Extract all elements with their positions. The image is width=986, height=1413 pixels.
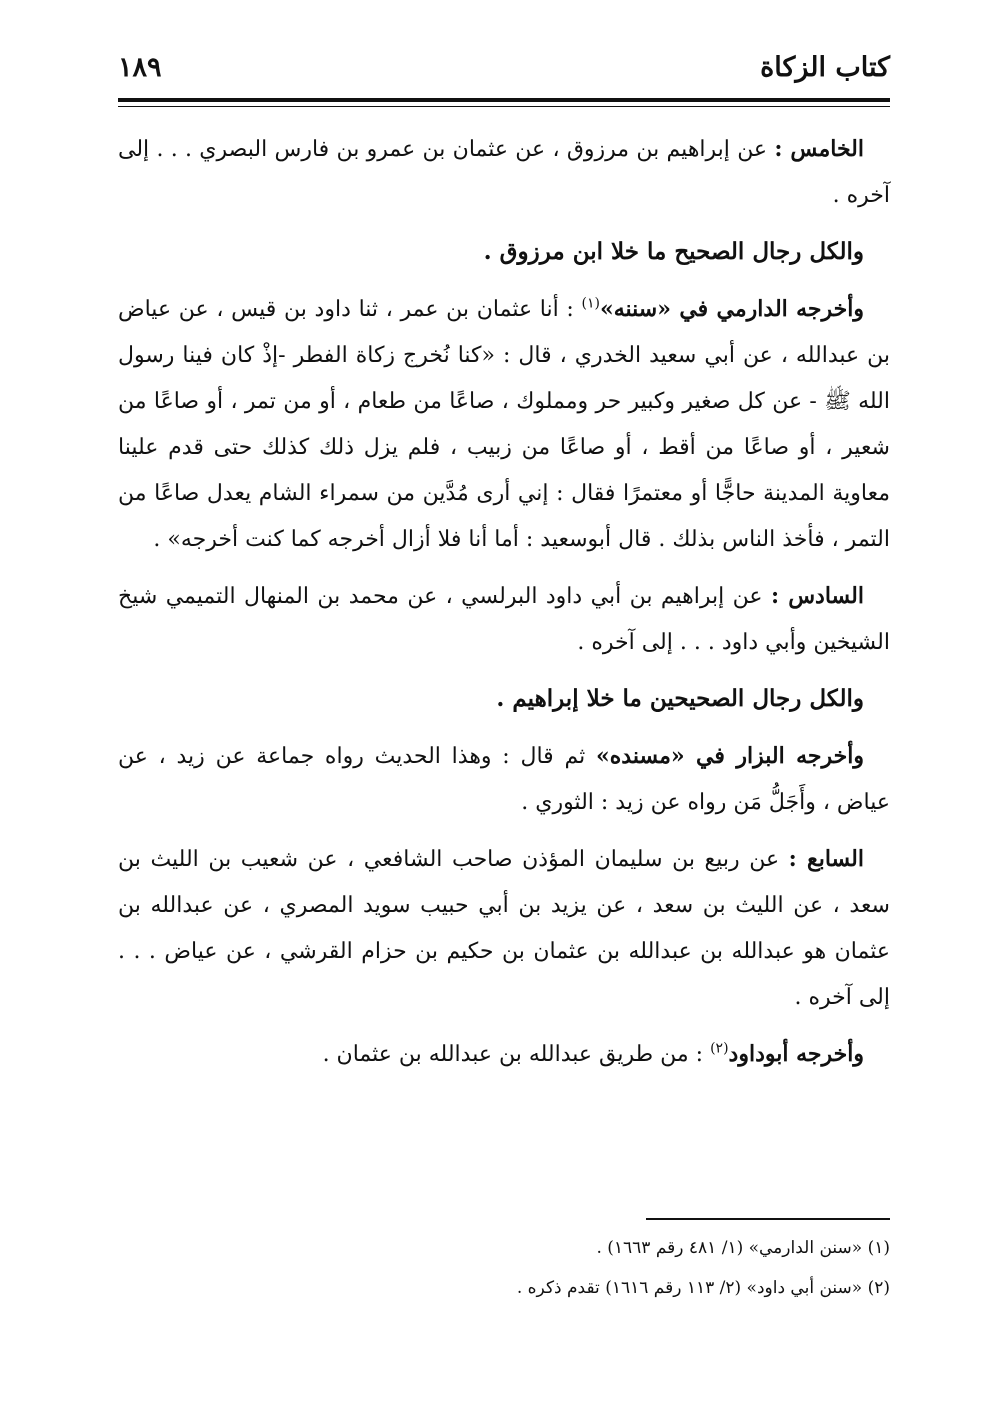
paragraph-text: : أنا عثمان بن عمر ، ثنا داود بن قيس ، عن عياض بن عبدالله ، عن أبي سعيد الخدري ، قال : «كنا نُخرج زكاة الفطر -إذْ كان فينا رسول الله ﷺ - عن كل صغير وكبير حر ومملوك ، صاعًا من طعام ، أو من تمر ، أو صاعًا من شعير ، أو صاعًا من أقط ، أو صاعًا من زبيب ، فلم يزل ذلك كذلك حتى قدم علينا معاوية المدينة حاجًّا أو معتمرًا فقال : إني أرى مُدَّين من سمراء الشام يعدل صاعًا من التمر ، فأخذ الناس بذلك . قال أبوسعيد : أما أنا فلا أزال أخرجه كما كنت أخرجه» . xyxy=(118,297,890,552)
page-header xyxy=(118,50,890,94)
paragraph-text: ثم قال : وهذا الحديث رواه جماعة عن زيد ، عن عياض ، وأَجَلُّ مَن رواه عن زيد : الثوري . xyxy=(118,744,890,815)
paragraph-lead: السابع : xyxy=(788,846,864,872)
paragraph-statement xyxy=(118,229,890,276)
footnote-1: (١) «سنن الدارمي» (١/ ٤٨١ رقم ١٦٦٣) . xyxy=(596,1238,890,1258)
running-title: كتاب الزكاة xyxy=(760,52,890,83)
paragraph-lead: وأخرجه الدارمي في «سننه» xyxy=(599,296,864,322)
statement-text: والكل رجال الصحيحين ما خلا إبراهيم . xyxy=(496,685,864,712)
paragraph-sadis xyxy=(118,573,890,666)
paragraph-lead: وأخرجه أبوداود xyxy=(728,1041,864,1067)
paragraph-text: عن إبراهيم بن أبي داود البرلسي ، عن محمد بن المنهال التميمي شيخ الشيخين وأبي داود . . . إلى آخره . xyxy=(118,584,890,655)
statement-text: والكل رجال الصحيح ما خلا ابن مرزوق . xyxy=(483,238,864,265)
paragraph-text: عن إبراهيم بن مرزوق ، عن عثمان بن عمرو بن فارس البصري . . . إلى آخره . xyxy=(118,137,890,208)
header-rule-thin xyxy=(118,106,890,107)
paragraph-lead: السادس : xyxy=(770,583,864,609)
paragraph-lead: وأخرجه البزار في «مسنده» xyxy=(596,743,864,769)
header-rule-thick xyxy=(118,98,890,102)
footnote-separator xyxy=(646,1218,890,1220)
footnote-ref[interactable]: (٢) xyxy=(710,1040,729,1057)
paragraph-text: : من طريق عبدالله بن عبدالله بن عثمان . xyxy=(322,1042,711,1067)
main-text xyxy=(118,126,890,1088)
footnote-2: (٢) «سنن أبي داود» (٢/ ١١٣ رقم ١٦١٦) تقدم ذكره . xyxy=(516,1278,890,1298)
paragraph-sabi xyxy=(118,836,890,1021)
paragraph-bazzar xyxy=(118,733,890,826)
paragraph-khamis xyxy=(118,126,890,219)
paragraph-abu-dawud xyxy=(118,1031,890,1078)
paragraph-lead: الخامس : xyxy=(774,136,864,162)
footnotes xyxy=(118,1228,890,1308)
page-number: ١٨٩ xyxy=(118,52,162,83)
footnote-ref[interactable]: (١) xyxy=(581,295,600,312)
paragraph-text: عن ربيع بن سليمان المؤذن صاحب الشافعي ، عن شعيب بن الليث بن سعد ، عن الليث بن سعد ، عن يزيد بن أبي حبيب سويد المصري ، عن عبدالله بن عثمان هو عبدالله بن عبدالله بن عثمان بن حكيم بن حزام القرشي ، عن عياض . . . إلى آخره . xyxy=(118,847,890,1010)
paragraph-statement xyxy=(118,676,890,723)
paragraph-darimi xyxy=(118,286,890,563)
